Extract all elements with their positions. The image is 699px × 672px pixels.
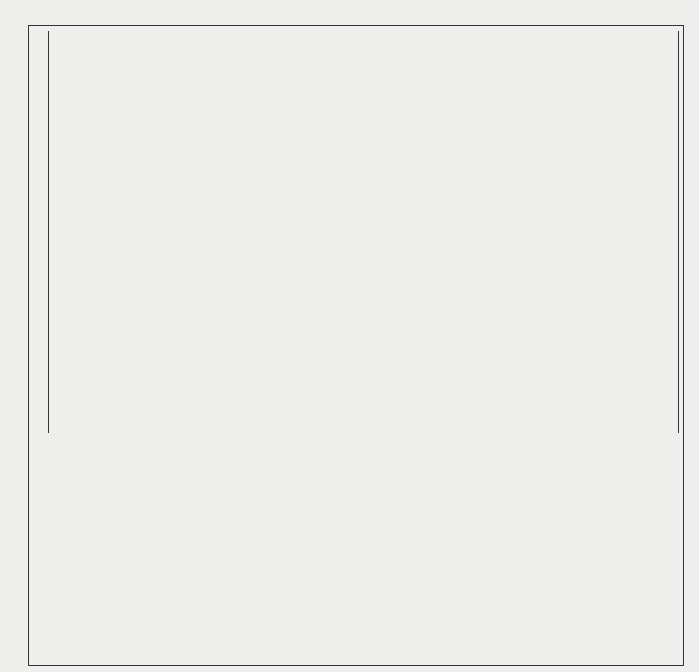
right-rule xyxy=(678,31,679,433)
page-frame xyxy=(28,25,684,666)
artist-biography xyxy=(57,455,678,456)
history-article xyxy=(57,31,678,38)
left-rule xyxy=(48,31,49,433)
